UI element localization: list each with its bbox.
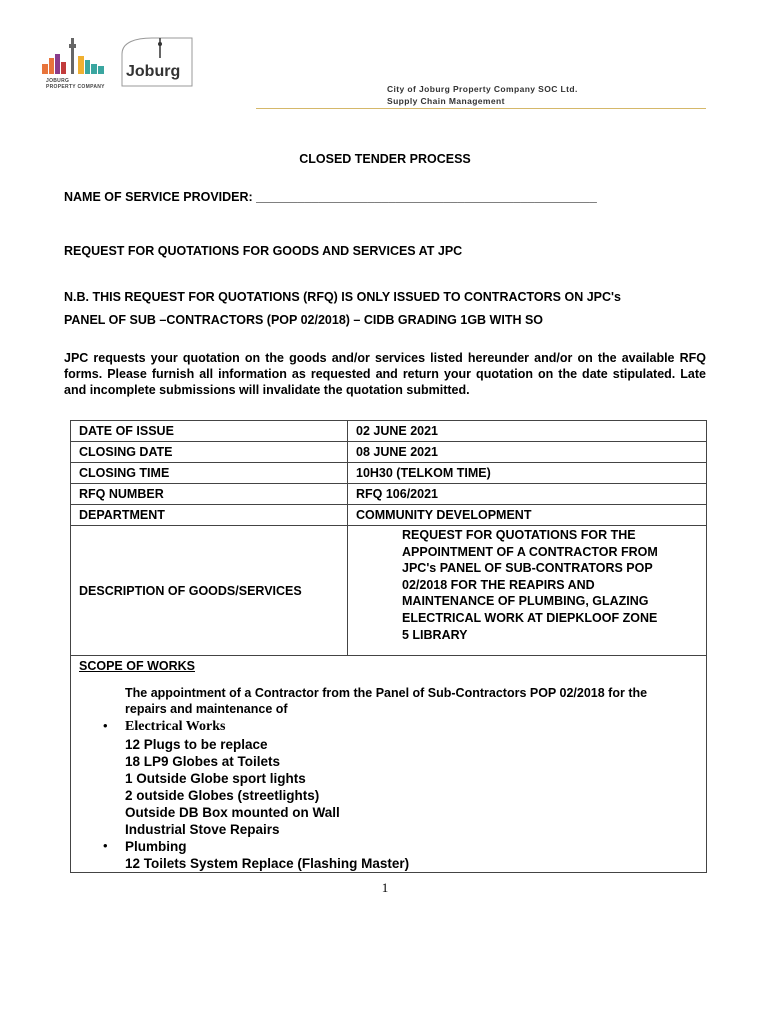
wordmark-line1: JOBURG [46,78,70,84]
row-label: CLOSING TIME [71,463,348,483]
description-line: ELECTRICAL WORK AT DIEPKLOOF ZONE [402,610,658,625]
description-line: APPOINTMENT OF A CONTRACTOR FROM [402,544,658,559]
joburg-property-company-wordmark [46,78,105,90]
row-value: COMMUNITY DEVELOPMENT [356,508,532,522]
row-value: 10H30 (TELKOM TIME) [356,466,491,480]
scope-intro: The appointment of a Contractor from the Panel of Sub-Contractors POP 02/2018 for the repairs and maintenance of [125,686,648,716]
svg-text:Joburg: Joburg [126,63,181,80]
service-provider-field: NAME OF SERVICE PROVIDER: _________________________________________________ [64,190,597,204]
bullet-icon: • [103,718,108,733]
document-title: CLOSED TENDER PROCESS [299,152,471,166]
scope-list-item: 1 Outside Globe sport lights [125,771,306,786]
scope-list-item: Outside DB Box mounted on Wall [125,805,340,820]
rfq-heading: REQUEST FOR QUOTATIONS FOR GOODS AND SERVICES AT JPC [64,244,463,258]
nb-line-1: N.B. THIS REQUEST FOR QUOTATIONS (RFQ) IS ONLY ISSUED TO CONTRACTORS ON JPC's [64,290,621,304]
row-value: 08 JUNE 2021 [356,445,439,459]
joburg-skyline-logo-icon [38,32,108,82]
table-row [71,463,706,484]
table-row-scope [71,656,706,872]
company-name: City of Joburg Property Company SOC Ltd. [387,84,578,94]
logo-area [38,32,198,92]
rfq-details-table [70,420,707,873]
electrical-heading: Electrical Works [125,719,226,734]
table-row [71,421,706,442]
joburg-badge-logo-icon [116,34,196,90]
description-line: REQUEST FOR QUOTATIONS FOR THE [402,528,636,542]
wordmark-line2: PROPERTY COMPANY [46,84,105,90]
scope-list-item: 18 LP9 Globes at Toilets [125,754,281,769]
scope-list-item: 12 Plugs to be replace [125,737,268,752]
header-divider [256,108,706,109]
description-line: MAINTENANCE OF PLUMBING, GLAZING [402,594,649,609]
page-number: 1 [381,880,389,895]
scope-cell [71,656,706,872]
nb-line-2: PANEL OF SUB –CONTRACTORS (POP 02/2018) – CIDB GRADING 1GB WITH SO [64,313,544,327]
plumbing-heading: Plumbing [125,839,187,854]
company-header [387,83,578,107]
department-name: Supply Chain Management [387,96,505,106]
description-value [348,526,706,655]
table-row [71,505,706,526]
row-value: 02 JUNE 2021 [356,424,439,438]
row-value: RFQ 106/2021 [356,487,438,501]
row-label: DEPARTMENT [71,505,348,525]
scope-list-item: 12 Toilets System Replace (Flashing Master) [125,856,410,871]
intro-paragraph: JPC requests your quotation on the goods and/or services listed hereunder and/or on the available RFQ forms. Please furnish all information as requested and return your quotation on the date stipulated. Late and incomplete submissions will invalidate the quotation submitted. [64,351,706,397]
description-line: JPC's PANEL OF SUB-CONTRATORS POP [402,561,653,576]
table-row [71,442,706,463]
table-row [71,484,706,505]
row-label: CLOSING DATE [71,442,348,462]
bullet-icon: • [103,838,108,853]
table-row-description [71,526,706,656]
scope-list-item: Industrial Stove Repairs [125,822,280,837]
row-label: RFQ NUMBER [71,484,348,504]
description-line: 5 LIBRARY [402,627,468,642]
scope-heading: SCOPE OF WORKS [79,659,195,673]
description-line: 02/2018 FOR THE REAPIRS AND [402,577,595,592]
description-label: DESCRIPTION OF GOODS/SERVICES [71,526,348,655]
row-label: DATE OF ISSUE [71,421,348,441]
scope-list-item: 2 outside Globes (streetlights) [125,788,320,803]
